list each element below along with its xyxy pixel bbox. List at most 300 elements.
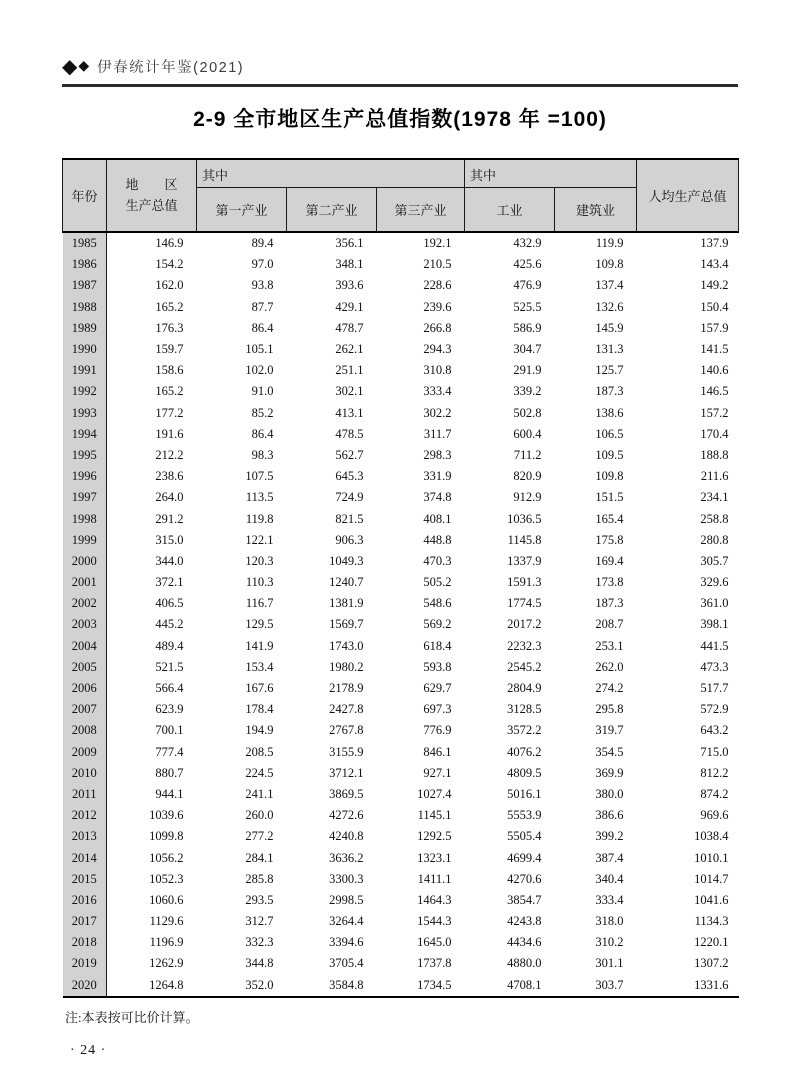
tertiary-industry-cell: 1323.1 bbox=[377, 847, 465, 868]
regional-gdp-cell: 406.5 bbox=[107, 593, 197, 614]
construction-cell: 303.7 bbox=[555, 975, 637, 997]
year-cell: 1995 bbox=[63, 445, 107, 466]
regional-gdp-cell: 146.9 bbox=[107, 232, 197, 254]
primary-industry-cell: 277.2 bbox=[197, 826, 287, 847]
primary-industry-cell: 107.5 bbox=[197, 466, 287, 487]
per-capita-gdp-cell: 157.2 bbox=[637, 403, 739, 424]
primary-industry-cell: 86.4 bbox=[197, 318, 287, 339]
tertiary-industry-cell: 192.1 bbox=[377, 232, 465, 254]
industry-cell: 432.9 bbox=[465, 232, 555, 254]
table-row bbox=[63, 593, 739, 614]
per-capita-gdp-cell: 188.8 bbox=[637, 445, 739, 466]
year-cell: 1992 bbox=[63, 381, 107, 402]
industry-cell: 1036.5 bbox=[465, 508, 555, 529]
construction-cell: 399.2 bbox=[555, 826, 637, 847]
primary-industry-cell: 167.6 bbox=[197, 678, 287, 699]
regional-gdp-cell: 177.2 bbox=[107, 403, 197, 424]
year-cell: 1999 bbox=[63, 530, 107, 551]
secondary-industry-cell: 3264.4 bbox=[287, 911, 377, 932]
primary-industry-cell: 260.0 bbox=[197, 805, 287, 826]
regional-gdp-cell: 700.1 bbox=[107, 720, 197, 741]
table-row bbox=[63, 403, 739, 424]
per-capita-gdp-cell: 1010.1 bbox=[637, 847, 739, 868]
construction-cell: 318.0 bbox=[555, 911, 637, 932]
construction-cell: 369.9 bbox=[555, 763, 637, 784]
regional-gdp-cell: 1264.8 bbox=[107, 975, 197, 997]
secondary-industry-cell: 4240.8 bbox=[287, 826, 377, 847]
primary-industry-cell: 122.1 bbox=[197, 530, 287, 551]
secondary-industry-cell: 302.1 bbox=[287, 381, 377, 402]
year-cell: 2005 bbox=[63, 657, 107, 678]
year-cell: 2012 bbox=[63, 805, 107, 826]
table-row bbox=[63, 699, 739, 720]
construction-cell: 175.8 bbox=[555, 530, 637, 551]
col-header-among-which-1: 其中 bbox=[197, 159, 465, 188]
year-cell: 1996 bbox=[63, 466, 107, 487]
tertiary-industry-cell: 629.7 bbox=[377, 678, 465, 699]
year-cell: 2016 bbox=[63, 890, 107, 911]
industry-cell: 2232.3 bbox=[465, 636, 555, 657]
tertiary-industry-cell: 448.8 bbox=[377, 530, 465, 551]
secondary-industry-cell: 413.1 bbox=[287, 403, 377, 424]
industry-cell: 820.9 bbox=[465, 466, 555, 487]
col-header-regional-gdp bbox=[107, 159, 197, 232]
table-row bbox=[63, 254, 739, 275]
year-cell: 1989 bbox=[63, 318, 107, 339]
tertiary-industry-cell: 311.7 bbox=[377, 424, 465, 445]
tertiary-industry-cell: 470.3 bbox=[377, 551, 465, 572]
per-capita-gdp-cell: 137.9 bbox=[637, 232, 739, 254]
year-cell: 2019 bbox=[63, 953, 107, 974]
primary-industry-cell: 284.1 bbox=[197, 847, 287, 868]
regional-gdp-cell: 1099.8 bbox=[107, 826, 197, 847]
per-capita-gdp-cell: 305.7 bbox=[637, 551, 739, 572]
construction-cell: 208.7 bbox=[555, 614, 637, 635]
secondary-industry-cell: 1569.7 bbox=[287, 614, 377, 635]
table-row bbox=[63, 508, 739, 529]
regional-gdp-cell: 238.6 bbox=[107, 466, 197, 487]
tertiary-industry-cell: 618.4 bbox=[377, 636, 465, 657]
regional-gdp-cell: 521.5 bbox=[107, 657, 197, 678]
tertiary-industry-cell: 333.4 bbox=[377, 381, 465, 402]
year-cell: 1986 bbox=[63, 254, 107, 275]
tertiary-industry-cell: 302.2 bbox=[377, 403, 465, 424]
construction-cell: 295.8 bbox=[555, 699, 637, 720]
secondary-industry-cell: 1049.3 bbox=[287, 551, 377, 572]
industry-cell: 1591.3 bbox=[465, 572, 555, 593]
table-row bbox=[63, 551, 739, 572]
construction-cell: 354.5 bbox=[555, 742, 637, 763]
year-cell: 2017 bbox=[63, 911, 107, 932]
industry-cell: 912.9 bbox=[465, 487, 555, 508]
per-capita-gdp-cell: 149.2 bbox=[637, 275, 739, 296]
construction-cell: 131.3 bbox=[555, 339, 637, 360]
secondary-industry-cell: 3584.8 bbox=[287, 975, 377, 997]
secondary-industry-cell: 478.5 bbox=[287, 424, 377, 445]
table-row bbox=[63, 720, 739, 741]
industry-cell: 4270.6 bbox=[465, 869, 555, 890]
regional-gdp-cell: 264.0 bbox=[107, 487, 197, 508]
industry-cell: 4809.5 bbox=[465, 763, 555, 784]
year-cell: 1990 bbox=[63, 339, 107, 360]
per-capita-gdp-cell: 170.4 bbox=[637, 424, 739, 445]
year-cell: 1987 bbox=[63, 275, 107, 296]
tertiary-industry-cell: 505.2 bbox=[377, 572, 465, 593]
table-row bbox=[63, 805, 739, 826]
primary-industry-cell: 241.1 bbox=[197, 784, 287, 805]
table-row bbox=[63, 275, 739, 296]
per-capita-gdp-cell: 234.1 bbox=[637, 487, 739, 508]
primary-industry-cell: 153.4 bbox=[197, 657, 287, 678]
primary-industry-cell: 194.9 bbox=[197, 720, 287, 741]
header-row-1 bbox=[63, 159, 739, 188]
table-row bbox=[63, 784, 739, 805]
year-cell: 2007 bbox=[63, 699, 107, 720]
primary-industry-cell: 93.8 bbox=[197, 275, 287, 296]
table-row bbox=[63, 678, 739, 699]
year-cell: 2000 bbox=[63, 551, 107, 572]
per-capita-gdp-cell: 280.8 bbox=[637, 530, 739, 551]
year-cell: 2009 bbox=[63, 742, 107, 763]
construction-cell: 125.7 bbox=[555, 360, 637, 381]
secondary-industry-cell: 821.5 bbox=[287, 508, 377, 529]
table-row bbox=[63, 381, 739, 402]
primary-industry-cell: 208.5 bbox=[197, 742, 287, 763]
regional-gdp-cell: 165.2 bbox=[107, 381, 197, 402]
tertiary-industry-cell: 374.8 bbox=[377, 487, 465, 508]
regional-gdp-cell: 1129.6 bbox=[107, 911, 197, 932]
tertiary-industry-cell: 408.1 bbox=[377, 508, 465, 529]
primary-industry-cell: 129.5 bbox=[197, 614, 287, 635]
table-title: 2-9 全市地区生产总值指数(1978 年 =100) bbox=[193, 108, 607, 131]
primary-industry-cell: 285.8 bbox=[197, 869, 287, 890]
primary-industry-cell: 344.8 bbox=[197, 953, 287, 974]
year-cell: 1991 bbox=[63, 360, 107, 381]
per-capita-gdp-cell: 258.8 bbox=[637, 508, 739, 529]
regional-gdp-cell: 372.1 bbox=[107, 572, 197, 593]
industry-cell: 502.8 bbox=[465, 403, 555, 424]
per-capita-gdp-cell: 715.0 bbox=[637, 742, 739, 763]
industry-cell: 476.9 bbox=[465, 275, 555, 296]
primary-industry-cell: 224.5 bbox=[197, 763, 287, 784]
industry-cell: 1145.8 bbox=[465, 530, 555, 551]
secondary-industry-cell: 3394.6 bbox=[287, 932, 377, 953]
primary-industry-cell: 332.3 bbox=[197, 932, 287, 953]
tertiary-industry-cell: 1734.5 bbox=[377, 975, 465, 997]
primary-industry-cell: 105.1 bbox=[197, 339, 287, 360]
table-row bbox=[63, 847, 739, 868]
industry-cell: 525.5 bbox=[465, 297, 555, 318]
per-capita-gdp-cell: 1014.7 bbox=[637, 869, 739, 890]
year-cell: 2003 bbox=[63, 614, 107, 635]
primary-industry-cell: 312.7 bbox=[197, 911, 287, 932]
regional-gdp-cell: 159.7 bbox=[107, 339, 197, 360]
per-capita-gdp-cell: 1331.6 bbox=[637, 975, 739, 997]
diamond-large-icon: ◆ bbox=[62, 55, 78, 78]
regional-gdp-cell: 1060.6 bbox=[107, 890, 197, 911]
per-capita-gdp-cell: 812.2 bbox=[637, 763, 739, 784]
industry-cell: 711.2 bbox=[465, 445, 555, 466]
table-row bbox=[63, 975, 739, 997]
primary-industry-cell: 120.3 bbox=[197, 551, 287, 572]
page-content bbox=[62, 0, 738, 1059]
secondary-industry-cell: 2998.5 bbox=[287, 890, 377, 911]
secondary-industry-cell: 251.1 bbox=[287, 360, 377, 381]
tertiary-industry-cell: 298.3 bbox=[377, 445, 465, 466]
construction-cell: 137.4 bbox=[555, 275, 637, 296]
year-cell: 1985 bbox=[63, 232, 107, 254]
industry-cell: 2804.9 bbox=[465, 678, 555, 699]
per-capita-gdp-cell: 874.2 bbox=[637, 784, 739, 805]
year-cell: 1998 bbox=[63, 508, 107, 529]
primary-industry-cell: 89.4 bbox=[197, 232, 287, 254]
tertiary-industry-cell: 1645.0 bbox=[377, 932, 465, 953]
industry-cell: 4243.8 bbox=[465, 911, 555, 932]
per-capita-gdp-cell: 572.9 bbox=[637, 699, 739, 720]
primary-industry-cell: 293.5 bbox=[197, 890, 287, 911]
table-row bbox=[63, 763, 739, 784]
year-cell: 2002 bbox=[63, 593, 107, 614]
per-capita-gdp-cell: 517.7 bbox=[637, 678, 739, 699]
year-cell: 2018 bbox=[63, 932, 107, 953]
construction-cell: 119.9 bbox=[555, 232, 637, 254]
col-header-regional-gdp-line2: 生产总值 bbox=[125, 197, 178, 213]
industry-cell: 5553.9 bbox=[465, 805, 555, 826]
year-cell: 2004 bbox=[63, 636, 107, 657]
per-capita-gdp-cell: 1038.4 bbox=[637, 826, 739, 847]
construction-cell: 109.8 bbox=[555, 254, 637, 275]
tertiary-industry-cell: 1292.5 bbox=[377, 826, 465, 847]
primary-industry-cell: 352.0 bbox=[197, 975, 287, 997]
regional-gdp-cell: 1196.9 bbox=[107, 932, 197, 953]
construction-cell: 132.6 bbox=[555, 297, 637, 318]
tertiary-industry-cell: 927.1 bbox=[377, 763, 465, 784]
table-row bbox=[63, 953, 739, 974]
construction-cell: 151.5 bbox=[555, 487, 637, 508]
col-header-construction: 建筑业 bbox=[555, 188, 637, 233]
table-row bbox=[63, 530, 739, 551]
per-capita-gdp-cell: 643.2 bbox=[637, 720, 739, 741]
page-number: · 24 · bbox=[70, 1042, 107, 1058]
secondary-industry-cell: 348.1 bbox=[287, 254, 377, 275]
yearbook-title: 伊春统计年鉴(2021) bbox=[97, 60, 245, 76]
per-capita-gdp-cell: 441.5 bbox=[637, 636, 739, 657]
secondary-industry-cell: 1980.2 bbox=[287, 657, 377, 678]
year-cell: 2001 bbox=[63, 572, 107, 593]
construction-cell: 187.3 bbox=[555, 593, 637, 614]
primary-industry-cell: 141.9 bbox=[197, 636, 287, 657]
table-row bbox=[63, 232, 739, 254]
primary-industry-cell: 110.3 bbox=[197, 572, 287, 593]
regional-gdp-cell: 880.7 bbox=[107, 763, 197, 784]
tertiary-industry-cell: 697.3 bbox=[377, 699, 465, 720]
col-header-primary-industry: 第一产业 bbox=[197, 188, 287, 233]
regional-gdp-cell: 291.2 bbox=[107, 508, 197, 529]
industry-cell: 586.9 bbox=[465, 318, 555, 339]
construction-cell: 138.6 bbox=[555, 403, 637, 424]
industry-cell: 4434.6 bbox=[465, 932, 555, 953]
industry-cell: 5016.1 bbox=[465, 784, 555, 805]
industry-cell: 3128.5 bbox=[465, 699, 555, 720]
primary-industry-cell: 87.7 bbox=[197, 297, 287, 318]
table-body bbox=[63, 232, 739, 997]
tertiary-industry-cell: 1464.3 bbox=[377, 890, 465, 911]
table-row bbox=[63, 614, 739, 635]
table-row bbox=[63, 911, 739, 932]
primary-industry-cell: 85.2 bbox=[197, 403, 287, 424]
construction-cell: 109.8 bbox=[555, 466, 637, 487]
construction-cell: 274.2 bbox=[555, 678, 637, 699]
industry-cell: 3572.2 bbox=[465, 720, 555, 741]
year-cell: 1997 bbox=[63, 487, 107, 508]
secondary-industry-cell: 356.1 bbox=[287, 232, 377, 254]
secondary-industry-cell: 906.3 bbox=[287, 530, 377, 551]
industry-cell: 291.9 bbox=[465, 360, 555, 381]
year-cell: 1993 bbox=[63, 403, 107, 424]
construction-cell: 310.2 bbox=[555, 932, 637, 953]
table-row bbox=[63, 487, 739, 508]
regional-gdp-cell: 315.0 bbox=[107, 530, 197, 551]
col-header-secondary-industry: 第二产业 bbox=[287, 188, 377, 233]
regional-gdp-cell: 212.2 bbox=[107, 445, 197, 466]
secondary-industry-cell: 3869.5 bbox=[287, 784, 377, 805]
tertiary-industry-cell: 331.9 bbox=[377, 466, 465, 487]
construction-cell: 165.4 bbox=[555, 508, 637, 529]
year-cell: 2020 bbox=[63, 975, 107, 997]
regional-gdp-cell: 1056.2 bbox=[107, 847, 197, 868]
industry-cell: 339.2 bbox=[465, 381, 555, 402]
per-capita-gdp-cell: 146.5 bbox=[637, 381, 739, 402]
industry-cell: 425.6 bbox=[465, 254, 555, 275]
diamond-small-icon: ◆ bbox=[78, 58, 90, 74]
year-cell: 2006 bbox=[63, 678, 107, 699]
table-row bbox=[63, 636, 739, 657]
tertiary-industry-cell: 776.9 bbox=[377, 720, 465, 741]
regional-gdp-cell: 489.4 bbox=[107, 636, 197, 657]
regional-gdp-cell: 162.0 bbox=[107, 275, 197, 296]
col-header-year: 年份 bbox=[63, 159, 107, 232]
table-row bbox=[63, 826, 739, 847]
table-row bbox=[63, 424, 739, 445]
tertiary-industry-cell: 1145.1 bbox=[377, 805, 465, 826]
table-row bbox=[63, 318, 739, 339]
col-header-industry: 工业 bbox=[465, 188, 555, 233]
tertiary-industry-cell: 548.6 bbox=[377, 593, 465, 614]
per-capita-gdp-cell: 1220.1 bbox=[637, 932, 739, 953]
tertiary-industry-cell: 1544.3 bbox=[377, 911, 465, 932]
secondary-industry-cell: 2178.9 bbox=[287, 678, 377, 699]
secondary-industry-cell: 3300.3 bbox=[287, 869, 377, 890]
industry-cell: 304.7 bbox=[465, 339, 555, 360]
primary-industry-cell: 102.0 bbox=[197, 360, 287, 381]
tertiary-industry-cell: 1411.1 bbox=[377, 869, 465, 890]
year-cell: 2010 bbox=[63, 763, 107, 784]
regional-gdp-cell: 566.4 bbox=[107, 678, 197, 699]
table-row bbox=[63, 932, 739, 953]
per-capita-gdp-cell: 1307.2 bbox=[637, 953, 739, 974]
construction-cell: 145.9 bbox=[555, 318, 637, 339]
secondary-industry-cell: 429.1 bbox=[287, 297, 377, 318]
per-capita-gdp-cell: 398.1 bbox=[637, 614, 739, 635]
secondary-industry-cell: 2767.8 bbox=[287, 720, 377, 741]
primary-industry-cell: 113.5 bbox=[197, 487, 287, 508]
primary-industry-cell: 97.0 bbox=[197, 254, 287, 275]
table-row bbox=[63, 869, 739, 890]
table-row bbox=[63, 339, 739, 360]
col-header-tertiary-industry: 第三产业 bbox=[377, 188, 465, 233]
secondary-industry-cell: 4272.6 bbox=[287, 805, 377, 826]
per-capita-gdp-cell: 329.6 bbox=[637, 572, 739, 593]
table-row bbox=[63, 466, 739, 487]
regional-gdp-cell: 623.9 bbox=[107, 699, 197, 720]
secondary-industry-cell: 562.7 bbox=[287, 445, 377, 466]
tertiary-industry-cell: 228.6 bbox=[377, 275, 465, 296]
secondary-industry-cell: 1240.7 bbox=[287, 572, 377, 593]
industry-cell: 4880.0 bbox=[465, 953, 555, 974]
secondary-industry-cell: 3155.9 bbox=[287, 742, 377, 763]
secondary-industry-cell: 1743.0 bbox=[287, 636, 377, 657]
tertiary-industry-cell: 846.1 bbox=[377, 742, 465, 763]
primary-industry-cell: 116.7 bbox=[197, 593, 287, 614]
table-header bbox=[63, 159, 739, 232]
table-row bbox=[63, 742, 739, 763]
industry-cell: 4708.1 bbox=[465, 975, 555, 997]
table-row bbox=[63, 572, 739, 593]
primary-industry-cell: 119.8 bbox=[197, 508, 287, 529]
per-capita-gdp-cell: 969.6 bbox=[637, 805, 739, 826]
industry-cell: 4076.2 bbox=[465, 742, 555, 763]
table-row bbox=[63, 657, 739, 678]
regional-gdp-cell: 154.2 bbox=[107, 254, 197, 275]
col-header-among-which-2: 其中 bbox=[465, 159, 637, 188]
regional-gdp-cell: 1039.6 bbox=[107, 805, 197, 826]
industry-cell: 3854.7 bbox=[465, 890, 555, 911]
tertiary-industry-cell: 310.8 bbox=[377, 360, 465, 381]
per-capita-gdp-cell: 361.0 bbox=[637, 593, 739, 614]
construction-cell: 340.4 bbox=[555, 869, 637, 890]
per-capita-gdp-cell: 211.6 bbox=[637, 466, 739, 487]
per-capita-gdp-cell: 1134.3 bbox=[637, 911, 739, 932]
regional-gdp-cell: 1052.3 bbox=[107, 869, 197, 890]
secondary-industry-cell: 724.9 bbox=[287, 487, 377, 508]
secondary-industry-cell: 393.6 bbox=[287, 275, 377, 296]
construction-cell: 187.3 bbox=[555, 381, 637, 402]
construction-cell: 169.4 bbox=[555, 551, 637, 572]
year-cell: 2011 bbox=[63, 784, 107, 805]
table-row bbox=[63, 297, 739, 318]
industry-cell: 5505.4 bbox=[465, 826, 555, 847]
per-capita-gdp-cell: 141.5 bbox=[637, 339, 739, 360]
secondary-industry-cell: 262.1 bbox=[287, 339, 377, 360]
tertiary-industry-cell: 266.8 bbox=[377, 318, 465, 339]
table-note: 注:本表按可比价计算。 bbox=[65, 1009, 199, 1025]
regional-gdp-cell: 944.1 bbox=[107, 784, 197, 805]
per-capita-gdp-cell: 150.4 bbox=[637, 297, 739, 318]
industry-cell: 2017.2 bbox=[465, 614, 555, 635]
regional-gdp-cell: 176.3 bbox=[107, 318, 197, 339]
tertiary-industry-cell: 1027.4 bbox=[377, 784, 465, 805]
construction-cell: 109.5 bbox=[555, 445, 637, 466]
industry-cell: 4699.4 bbox=[465, 847, 555, 868]
construction-cell: 106.5 bbox=[555, 424, 637, 445]
per-capita-gdp-cell: 143.4 bbox=[637, 254, 739, 275]
per-capita-gdp-cell: 140.6 bbox=[637, 360, 739, 381]
year-cell: 2015 bbox=[63, 869, 107, 890]
construction-cell: 262.0 bbox=[555, 657, 637, 678]
per-capita-gdp-cell: 473.3 bbox=[637, 657, 739, 678]
gdp-index-table bbox=[62, 158, 739, 998]
construction-cell: 387.4 bbox=[555, 847, 637, 868]
